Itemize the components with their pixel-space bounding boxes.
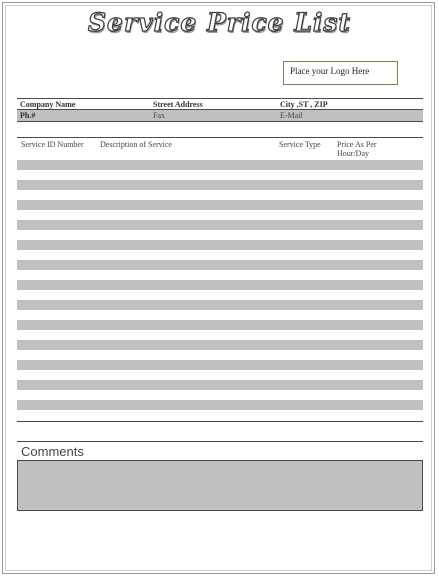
- table-row[interactable]: [17, 360, 423, 370]
- table-row[interactable]: [17, 160, 423, 170]
- table-row[interactable]: [17, 280, 423, 290]
- column-header-service-id: Service ID Number: [21, 140, 84, 149]
- column-header-description: Description of Service: [100, 140, 172, 149]
- table-row[interactable]: [17, 220, 423, 230]
- info-bottom-line: [17, 121, 423, 122]
- column-header-service-type: Service Type: [279, 140, 321, 149]
- table-row[interactable]: [17, 380, 423, 390]
- email-label: E-Mail: [280, 111, 303, 120]
- fax-label: Fax: [153, 111, 165, 120]
- table-row[interactable]: [17, 260, 423, 270]
- street-address-label: Street Address: [153, 100, 203, 109]
- table-row[interactable]: [17, 180, 423, 190]
- comments-area[interactable]: [17, 460, 423, 511]
- table-row[interactable]: [17, 320, 423, 330]
- table-bottom-line: [17, 421, 423, 422]
- city-state-zip-label: City ,ST , ZIP: [280, 100, 328, 109]
- column-header-price: Price As Per Hour/Day: [337, 140, 377, 158]
- company-name-label: Company Name: [20, 100, 76, 109]
- page-title: Service Price List: [88, 8, 351, 37]
- table-row[interactable]: [17, 240, 423, 250]
- table-row[interactable]: [17, 400, 423, 410]
- info-top-line: [17, 98, 423, 99]
- table-row[interactable]: [17, 200, 423, 210]
- table-top-line: [17, 137, 423, 138]
- table-row[interactable]: [17, 300, 423, 310]
- comments-top-line: [17, 441, 423, 442]
- contact-row: [17, 110, 423, 121]
- phone-label: Ph.#: [20, 111, 36, 120]
- logo-placeholder[interactable]: Place your Logo Here: [283, 61, 398, 85]
- comments-label: Comments: [21, 444, 84, 459]
- table-row[interactable]: [17, 340, 423, 350]
